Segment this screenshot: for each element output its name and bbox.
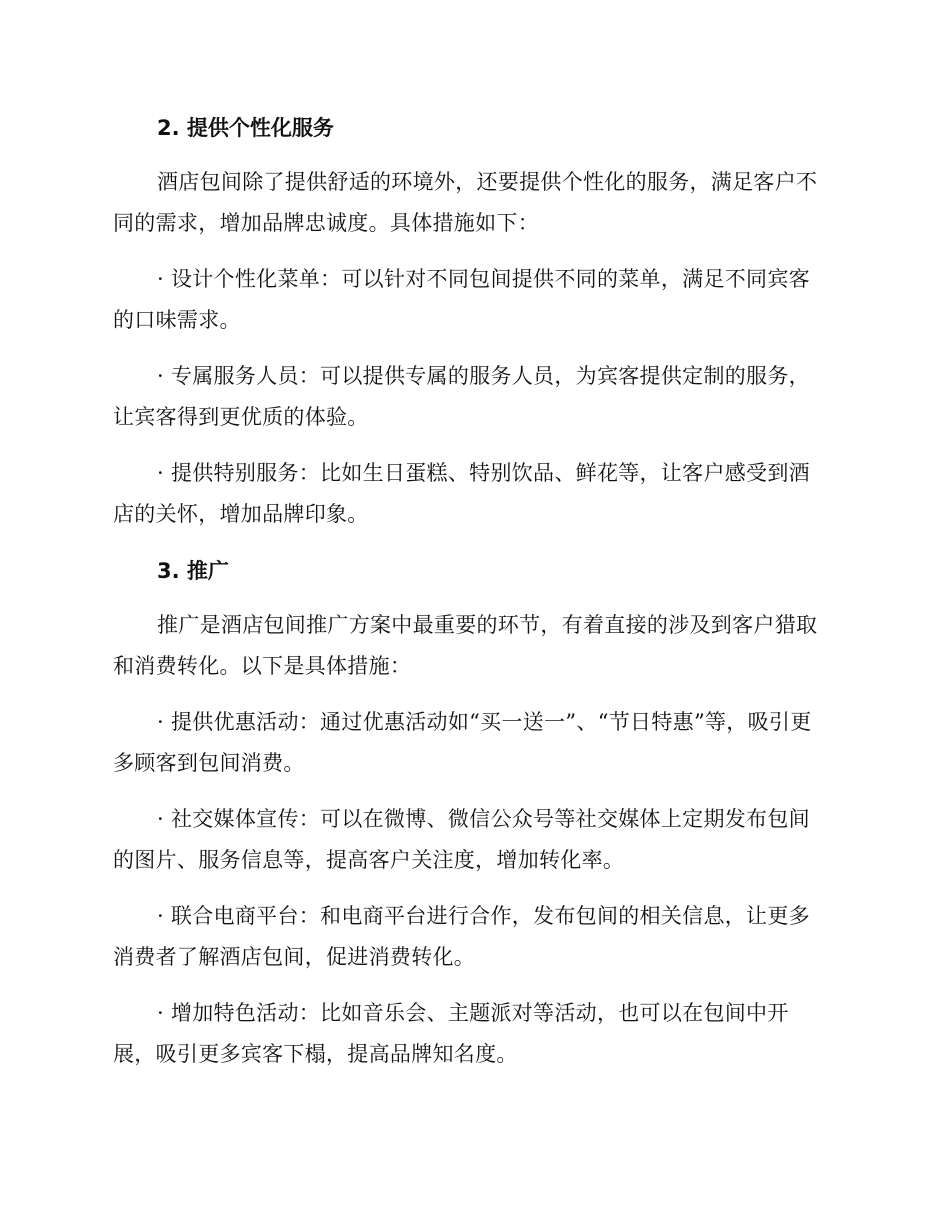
bullet-ecommerce-partnership: · 联合电商平台：和电商平台进行合作，发布包间的相关信息，让更多消费者了解酒店包间，促进消费转化。 — [113, 904, 810, 969]
bullet-social-media: · 社交媒体宣传：可以在微博、微信公众号等社交媒体上定期发布包间的图片、服务信息等，提高客户关注度，增加转化率。 — [113, 807, 810, 872]
bullet-special-events: · 增加特色活动：比如音乐会、主题派对等活动，也可以在包间中开展，吸引更多宾客下榻，提高品牌知名度。 — [113, 1001, 789, 1066]
bullet-special-services: · 提供特别服务：比如生日蛋糕、特别饮品、鲜花等，让客户感受到酒店的关怀，增加品牌印象。 — [113, 461, 810, 526]
bullet-promotional-offers: · 提供优惠活动：通过优惠活动如“买一送一”、“节日特惠”等，吸引更多顾客到包间消费。 — [113, 710, 812, 775]
section-heading-promotion: 3. 推广 — [157, 559, 229, 583]
bullet-custom-menu: · 设计个性化菜单：可以针对不同包间提供不同的菜单，满足不同宾客的口味需求。 — [113, 267, 810, 332]
paragraph-promotion-intro: 推广是酒店包间推广方案中最重要的环节，有着直接的涉及到客户猎取和消费转化。以下是具体措施： — [113, 613, 818, 678]
section-heading-personalized-service: 2. 提供个性化服务 — [157, 116, 334, 140]
bullet-dedicated-staff: · 专属服务人员：可以提供专属的服务人员，为宾客提供定制的服务，让宾客得到更优质的体验。 — [113, 364, 810, 429]
paragraph-personalized-intro: 酒店包间除了提供舒适的环境外，还要提供个性化的服务，满足客户不同的需求，增加品牌忠诚度。具体措施如下： — [113, 170, 818, 235]
